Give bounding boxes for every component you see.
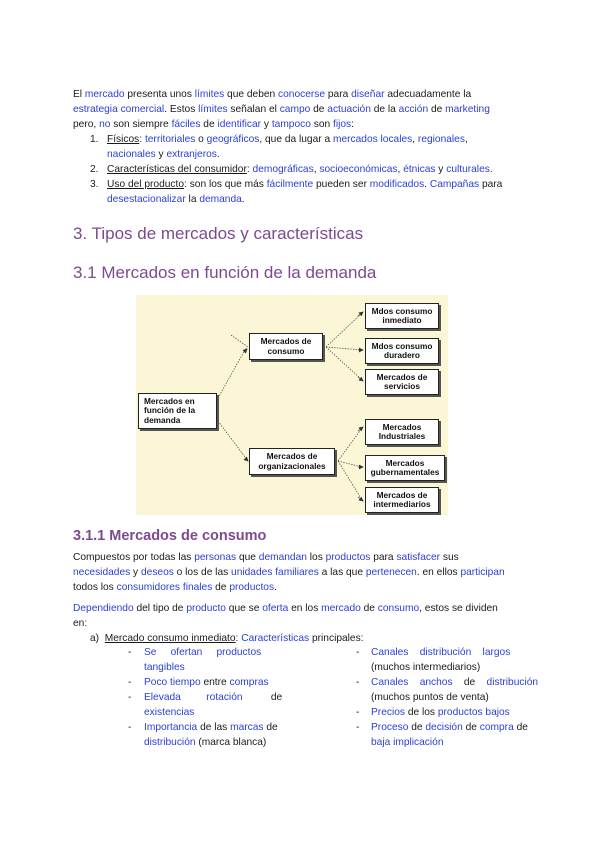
- diagram-leaf-industriales: Mercados Industriales: [365, 419, 439, 445]
- text-run: que se: [225, 603, 263, 614]
- keyword-link[interactable]: regionales: [417, 134, 465, 145]
- keyword-link[interactable]: límites: [194, 89, 225, 100]
- consumo-line-3: [73, 580, 550, 595]
- bullet-dash: -: [356, 722, 360, 733]
- keyword-link[interactable]: participan: [460, 567, 505, 578]
- text-run: pueden ser: [313, 179, 370, 190]
- diagram-consumo-box: Mercados de consumo: [249, 333, 323, 360]
- depend-line-2: [73, 616, 550, 631]
- keyword-link[interactable]: tangibles: [144, 662, 185, 673]
- keyword-link[interactable]: oferta: [262, 603, 289, 614]
- keyword-link[interactable]: Canales anchos: [371, 677, 453, 688]
- keyword-link[interactable]: socioeconómicas: [319, 164, 398, 175]
- text-run: (marca blanca): [195, 737, 267, 748]
- text-run: son: [310, 119, 333, 130]
- text-run: para: [479, 179, 503, 190]
- keyword-link[interactable]: conocerse: [278, 89, 326, 100]
- text-run: ,: [397, 164, 404, 175]
- text-run: principales:: [309, 633, 364, 644]
- diagram-leaf-inmediato: Mdos consumo inmediato: [365, 303, 439, 329]
- list-text-line: [107, 192, 550, 207]
- keyword-link[interactable]: existencias: [144, 707, 195, 718]
- list-item: [144, 735, 294, 750]
- keyword-link[interactable]: demanda: [199, 194, 242, 205]
- consumo-line-1: [73, 550, 550, 565]
- heading-mercados-consumo: 3.1.1 Mercados de consumo: [73, 528, 267, 544]
- keyword-link[interactable]: actuación: [327, 104, 371, 115]
- text-run: Mercado consumo inmediato: [104, 633, 236, 644]
- text-run: de: [360, 603, 378, 614]
- keyword-link[interactable]: Campañas: [429, 179, 480, 190]
- list-number: 3.: [90, 179, 99, 190]
- text-run: de: [513, 722, 528, 733]
- text-run: de: [310, 104, 328, 115]
- list-number: 2.: [90, 164, 99, 175]
- text-run: a las que: [318, 567, 366, 578]
- consumo-line-2: [73, 565, 550, 580]
- keyword-link[interactable]: tampoco: [271, 119, 311, 130]
- keyword-link[interactable]: baja implicación: [371, 737, 444, 748]
- keyword-link[interactable]: distribución: [144, 737, 196, 748]
- text-run: del tipo de: [133, 603, 187, 614]
- keyword-link[interactable]: no: [99, 119, 111, 130]
- keyword-link[interactable]: productos bajos: [437, 707, 510, 718]
- list-item: [371, 690, 551, 705]
- bullet-dash: -: [356, 647, 360, 658]
- sub-item-a: [90, 631, 550, 646]
- text-run: .: [241, 194, 245, 205]
- text-run: de la: [370, 104, 399, 115]
- keyword-link[interactable]: consumidores finales: [116, 582, 213, 593]
- text-run: y: [435, 164, 447, 175]
- list-item: [371, 660, 551, 675]
- text-run: y: [261, 119, 272, 130]
- keyword-link[interactable]: acción: [398, 104, 429, 115]
- keyword-link[interactable]: Dependiendo: [73, 603, 134, 614]
- text-run: a): [90, 633, 100, 644]
- diagram-leaf-servicios: Mercados de servicios: [365, 369, 439, 395]
- keyword-link[interactable]: Importancia: [144, 722, 198, 733]
- list-item: [144, 660, 294, 675]
- keyword-link[interactable]: productos: [325, 552, 371, 563]
- market-demand-diagram: [136, 295, 448, 515]
- text-run: y: [130, 567, 141, 578]
- keyword-link[interactable]: territoriales: [144, 134, 196, 145]
- keyword-link[interactable]: pertenecen: [365, 567, 417, 578]
- list-item: [371, 720, 551, 735]
- keyword-link[interactable]: unidades familiares: [231, 567, 319, 578]
- text-run: de: [200, 119, 218, 130]
- text-run: todos los: [73, 582, 117, 593]
- list-item: [144, 675, 294, 690]
- list-text-line: [107, 177, 550, 192]
- text-run: Uso del producto: [107, 179, 185, 190]
- text-run: (muchos puntos de venta): [371, 692, 489, 703]
- intro-line-1: [73, 87, 550, 102]
- diagram-root-box: Mercados en función de la demanda: [138, 393, 217, 429]
- keyword-link[interactable]: fáciles: [171, 119, 201, 130]
- keyword-link[interactable]: Se ofertan productos: [144, 647, 262, 658]
- text-run: o: [195, 134, 207, 145]
- text-run: (muchos intermediarios): [371, 662, 481, 673]
- text-run: señalan el: [227, 104, 280, 115]
- text-run: :: [235, 633, 242, 644]
- text-run: sus: [440, 552, 459, 563]
- text-run: .: [489, 164, 493, 175]
- intro-line-2: [73, 102, 550, 117]
- list-item: [144, 645, 294, 660]
- bullet-dash: -: [128, 647, 132, 658]
- text-run: Físicos: [107, 134, 140, 145]
- text-run: pero,: [73, 119, 100, 130]
- keyword-link[interactable]: mercado: [321, 603, 361, 614]
- text-run: que: [236, 552, 259, 563]
- diagram-leaf-gubernamentales: Mercados gubernamentales: [365, 455, 445, 481]
- connector-root-org: [218, 421, 248, 461]
- text-run: para: [325, 89, 352, 100]
- text-run: de: [428, 104, 446, 115]
- text-run: :: [139, 134, 145, 145]
- depend-line-1: [73, 601, 550, 616]
- text-run: adecuadamente la: [384, 89, 472, 100]
- keyword-link[interactable]: diseñar: [351, 89, 385, 100]
- text-run: , que da lugar a: [259, 134, 333, 145]
- keyword-link[interactable]: extranjeros: [166, 149, 217, 160]
- connector-consumo-duradero: [326, 347, 362, 350]
- list-item: [371, 735, 551, 750]
- text-run: para: [370, 552, 397, 563]
- text-run: .: [216, 149, 220, 160]
- text-run: son siempre: [110, 119, 172, 130]
- text-run: :: [246, 164, 253, 175]
- keyword-link[interactable]: identificar: [217, 119, 262, 130]
- keyword-link[interactable]: necesidades: [73, 567, 131, 578]
- keyword-link[interactable]: nacionales: [107, 149, 156, 160]
- limit-item-uso: [90, 177, 550, 207]
- text-run: de: [408, 722, 426, 733]
- text-run: de: [212, 582, 230, 593]
- keyword-link[interactable]: culturales: [446, 164, 490, 175]
- text-run: El: [73, 89, 85, 100]
- keyword-link[interactable]: Precios: [371, 707, 405, 718]
- text-run: de los: [404, 707, 438, 718]
- keyword-link[interactable]: Canales distribución largos: [371, 647, 511, 658]
- bullet-dash: -: [128, 692, 132, 703]
- text-run: :: [351, 119, 354, 130]
- keyword-link[interactable]: fijos: [333, 119, 352, 130]
- heading-tipos-mercados: 3. Tipos de mercados y características: [73, 224, 364, 243]
- keyword-link[interactable]: deseos: [140, 567, 174, 578]
- keyword-link[interactable]: marketing: [445, 104, 490, 115]
- text-run: ,: [464, 134, 468, 145]
- bullet-dash: -: [356, 677, 360, 688]
- keyword-link[interactable]: consumo: [377, 603, 420, 614]
- text-run: de: [242, 692, 283, 703]
- connector-org-industriales: [338, 428, 362, 461]
- connector-consumo-inmediato: [326, 313, 362, 347]
- bullet-dash: -: [128, 722, 132, 733]
- list-text-line: [107, 162, 550, 177]
- text-run: en:: [73, 618, 88, 629]
- limit-item-consumidor: [90, 162, 550, 177]
- diagram-org-box: Mercados de organizacionales: [249, 448, 335, 475]
- keyword-link[interactable]: mercado: [84, 89, 125, 100]
- heading-mercados-demanda: 3.1 Mercados en función de la demanda: [73, 263, 377, 282]
- text-run: y: [155, 149, 167, 160]
- text-run: entre: [200, 677, 230, 688]
- keyword-link[interactable]: desestacionalizar: [107, 194, 186, 205]
- text-run: . en ellos: [416, 567, 461, 578]
- text-run: la: [185, 194, 200, 205]
- intro-line-3: [73, 117, 550, 132]
- keyword-link[interactable]: decisión: [425, 722, 463, 733]
- keyword-link[interactable]: distribución: [486, 677, 539, 688]
- list-item: [371, 675, 551, 690]
- limit-item-fisicos: [90, 132, 550, 162]
- keyword-link[interactable]: étnicas: [403, 164, 436, 175]
- keyword-link[interactable]: productos: [229, 582, 275, 593]
- keyword-link[interactable]: límites: [198, 104, 228, 115]
- list-item: [144, 705, 294, 720]
- bullet-dash: -: [356, 707, 360, 718]
- text-run: . Estos: [164, 104, 199, 115]
- text-run: de: [462, 722, 480, 733]
- bullet-dash: -: [128, 677, 132, 688]
- text-run: de: [263, 722, 278, 733]
- keyword-link[interactable]: compra: [479, 722, 514, 733]
- text-run: que deben: [224, 89, 279, 100]
- keyword-link[interactable]: personas: [194, 552, 237, 563]
- keyword-link[interactable]: compras: [229, 677, 269, 688]
- keyword-link[interactable]: estrategia comercial: [73, 104, 165, 115]
- text-run: , estos se dividen: [419, 603, 498, 614]
- keyword-link[interactable]: Proceso: [371, 722, 409, 733]
- diagram-leaf-duradero: Mdos consumo duradero: [365, 338, 439, 364]
- list-item: [371, 705, 551, 720]
- text-run: ,: [412, 134, 418, 145]
- list-number: 1.: [90, 134, 99, 145]
- text-run: .: [274, 582, 277, 593]
- list-text-line: [107, 147, 550, 162]
- keyword-link[interactable]: Características: [241, 633, 310, 644]
- text-run: : son los que más: [184, 179, 267, 190]
- keyword-link[interactable]: campo: [279, 104, 311, 115]
- connector-root-consumo: [218, 348, 246, 398]
- text-run: presenta unos: [124, 89, 195, 100]
- list-item: [144, 690, 294, 705]
- keyword-link[interactable]: fácilmente: [266, 179, 314, 190]
- keyword-link[interactable]: producto: [186, 603, 226, 614]
- list-text-line: [107, 132, 550, 147]
- keyword-link[interactable]: modificados: [369, 179, 425, 190]
- list-item: [371, 645, 551, 660]
- text-run: de las: [197, 722, 231, 733]
- text-run: de: [452, 677, 487, 688]
- text-run: Compuestos por todas las: [73, 552, 195, 563]
- keyword-link[interactable]: demográficas: [252, 164, 314, 175]
- keyword-link[interactable]: marcas: [230, 722, 264, 733]
- list-item: [144, 720, 294, 735]
- text-run: ,: [313, 164, 320, 175]
- text-run: o los de las: [173, 567, 232, 578]
- keyword-link[interactable]: satisfacer: [396, 552, 441, 563]
- text-run: Características del consumidor: [107, 164, 247, 175]
- diagram-leaf-intermediarios: Mercados de intermediarios: [365, 487, 439, 513]
- keyword-link[interactable]: Elevada rotación: [144, 692, 243, 703]
- keyword-link[interactable]: demandan: [258, 552, 307, 563]
- keyword-link[interactable]: Poco tiempo: [144, 677, 201, 688]
- keyword-link[interactable]: geográficos: [206, 134, 260, 145]
- connector-consumo-servicios: [326, 347, 362, 380]
- text-run: en los: [288, 603, 322, 614]
- text-run: los: [306, 552, 326, 563]
- text-run: .: [424, 179, 430, 190]
- keyword-link[interactable]: mercados locales: [332, 134, 413, 145]
